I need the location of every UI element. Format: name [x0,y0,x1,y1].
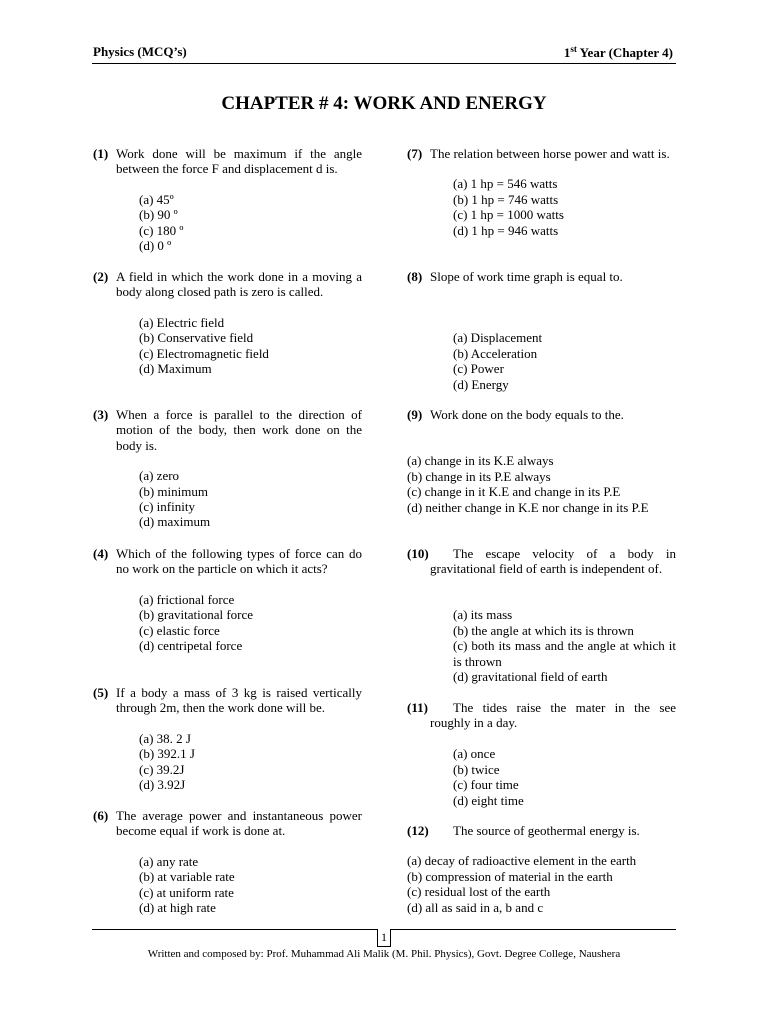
option: (c) residual lost of the earth [407,884,551,900]
question-text: Work done will be maximum if the angle between the force F and displacement d is. [116,146,362,177]
question-text: The tides raise the mater in the see roughly in a day. [430,700,676,731]
header-chapter [564,44,673,61]
option: (d) at high rate [139,900,216,916]
option: (d) 3.92J [139,777,186,793]
option: (b) the angle at which its is thrown [453,622,634,638]
question-number: (1) [93,146,109,161]
question-3 [93,407,362,530]
option: (d) 0 º [139,238,172,254]
question-number: (5) [93,685,109,700]
option: (c) 1 hp = 1000 watts [453,207,564,223]
question-text: The source of geothermal energy is. [453,823,640,838]
question-12 [407,823,676,915]
option: (a) its mass [453,607,513,623]
option: (a) 38. 2 J [139,730,191,746]
question-text: The average power and instantaneous power become equal if work is done at. [116,808,362,839]
option: (c) 180 º [139,222,184,238]
option: (b) compression of material in the earth [407,868,613,884]
option: (c) Electromagnetic field [139,345,269,361]
question-number: (12) [407,823,429,838]
option: (c) change in it K.E and change in its P.E [407,484,621,500]
question-6 [93,808,362,915]
option: (b) gravitational force [139,607,254,623]
option: (d) neither change in K.E nor change in its P.E [407,499,649,515]
option: (d) maximum [139,514,211,530]
footer-credit: Written and composed by: Prof. Muhammad Ali Malik (M. Phil. Physics), Govt. Degree College, Naushera [147,948,621,960]
option: (c) 39.2J [139,761,185,777]
option: (d) Maximum [139,361,212,377]
question-number: (9) [407,407,423,422]
option: (b) 90 º [139,207,178,223]
header-rule [92,63,676,64]
question-text: The escape velocity of a body in gravitational field of earth is independent of. [430,546,676,577]
option: (c) elastic force [139,622,220,638]
option: (a) frictional force [139,591,235,607]
option: (b) twice [453,761,500,777]
option: (b) change in its P.E always [407,468,551,484]
question-text: Slope of work time graph is equal to. [430,269,623,284]
header-year-ordinal: st [570,44,577,54]
question-number: (6) [93,808,109,823]
question-9 [407,407,676,515]
option: (c) both its mass and the angle at which it is thrown [453,638,676,669]
page-title: CHAPTER # 4: WORK AND ENERGY [221,93,547,114]
header-year-number: 1 [563,45,571,60]
option: (d) centripetal force [139,638,243,654]
question-text: If a body a mass of 3 kg is raised vertically through 2m, then the work done will be. [116,685,362,716]
option: (c) infinity [139,499,195,515]
option: (d) 1 hp = 946 watts [453,222,559,238]
question-1 [93,146,362,253]
option: (a) change in its K.E always [407,453,554,469]
question-text: A field in which the work done in a moving a body along closed path is zero is called. [116,269,362,300]
question-text: When a force is parallel to the direction of motion of the body, then work done on the body is. [116,407,362,453]
question-text: Work done on the body equals to the. [430,407,624,422]
option: (a) Electric field [139,314,225,330]
question-11 [407,700,676,808]
question-text: Which of the following types of force can do no work on the particle on which it acts? [116,546,362,577]
option: (b) minimum [139,483,208,499]
option: (b) 392.1 J [139,746,195,762]
question-text: The relation between horse power and watt is. [430,146,670,161]
question-number: (4) [93,546,109,561]
option: (b) Acceleration [453,345,538,361]
question-8 [407,269,676,392]
page-number: 1 [377,929,391,947]
question-number: (3) [93,407,109,422]
question-2 [93,269,362,376]
option: (b) Conservative field [139,330,254,346]
option: (a) 45º [139,191,174,207]
question-number: (7) [407,146,423,161]
option: (a) any rate [139,853,199,869]
option: (c) four time [453,777,519,793]
option: (a) Displacement [453,330,543,346]
option: (a) decay of radioactive element in the earth [407,853,637,869]
question-number: (10) [407,546,429,561]
option: (d) eight time [453,792,524,808]
question-number: (2) [93,269,109,284]
option: (c) at uniform rate [139,884,234,900]
question-number: (8) [407,269,423,284]
question-number: (11) [407,700,428,715]
option: (c) Power [453,361,504,377]
question-5 [93,685,362,792]
option: (b) at variable rate [139,869,235,885]
header-chapter-label: Year (Chapter 4) [576,45,673,60]
option: (a) once [453,746,496,762]
option: (a) zero [139,468,180,484]
header-subject: Physics (MCQ’s) [93,44,187,59]
option: (a) 1 hp = 546 watts [453,176,558,192]
option: (b) 1 hp = 746 watts [453,191,559,207]
option: (d) all as said in a, b and c [407,899,544,915]
option: (d) gravitational field of earth [453,669,608,685]
question-7 [407,146,676,238]
question-10 [407,546,676,684]
question-4 [93,546,362,653]
option: (d) Energy [453,376,509,392]
